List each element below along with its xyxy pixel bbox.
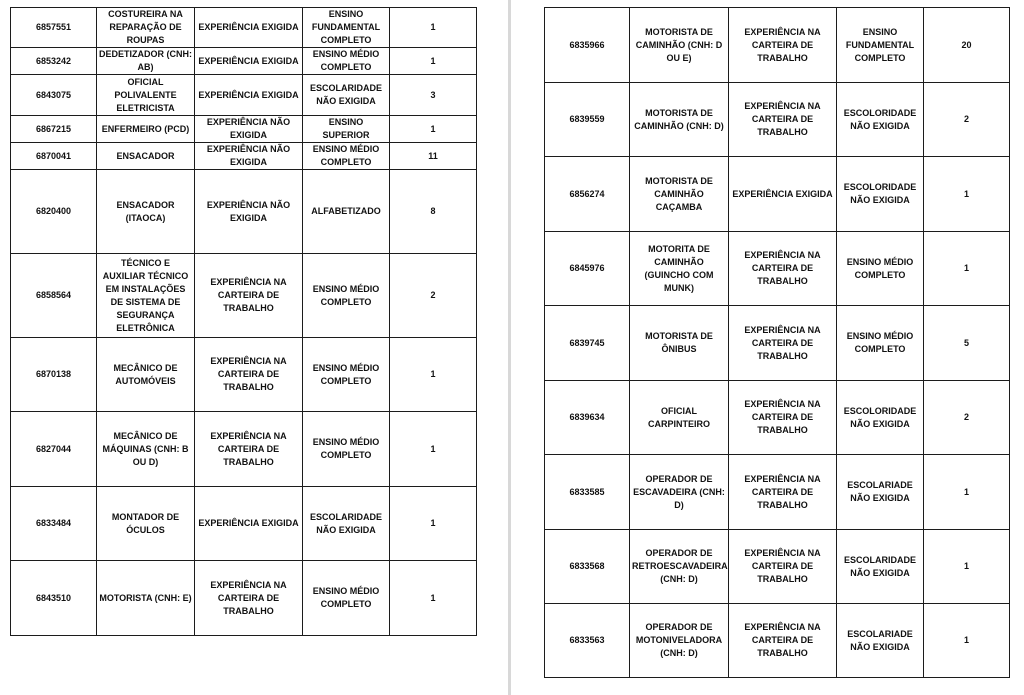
education-requirement: ESCOLARIADE NÃO EXIGIDA — [837, 604, 924, 678]
education-requirement: ESCOLORIDADE NÃO EXIGIDA — [837, 381, 924, 455]
table-row — [11, 8, 477, 48]
job-code: 6845976 — [545, 232, 630, 306]
education-requirement: ESCOLARIDADE NÃO EXIGIDA — [303, 75, 390, 116]
job-code: 6833563 — [545, 604, 630, 678]
experience-requirement: EXPERIÊNCIA NA CARTEIRA DE TRABALHO — [195, 338, 303, 412]
experience-requirement: EXPERIÊNCIA NA CARTEIRA DE TRABALHO — [195, 412, 303, 487]
table-row — [11, 338, 477, 412]
vacancy-count: 1 — [924, 157, 1010, 232]
table-row — [11, 412, 477, 487]
job-title: MOTORITA DE CAMINHÃO (GUINCHO COM MUNK) — [630, 232, 729, 306]
table-row — [11, 487, 477, 561]
job-code: 6853242 — [11, 48, 97, 75]
vacancy-count: 1 — [390, 8, 477, 48]
experience-requirement: EXPERIÊNCIA EXIGIDA — [195, 8, 303, 48]
experience-requirement: EXPERIÊNCIA NÃO EXIGIDA — [195, 170, 303, 254]
job-code: 6827044 — [11, 412, 97, 487]
vacancy-count: 5 — [924, 306, 1010, 381]
education-requirement: ESCOLORIDADE NÃO EXIGIDA — [837, 83, 924, 157]
job-title: OPERADOR DE ESCAVADEIRA (CNH: D) — [630, 455, 729, 530]
job-title: COSTUREIRA NA REPARAÇÃO DE ROUPAS — [97, 8, 195, 48]
table-row — [545, 306, 1010, 381]
education-requirement: ESCOLARIDADE NÃO EXIGIDA — [303, 487, 390, 561]
experience-requirement: EXPERIÊNCIA NÃO EXIGIDA — [195, 116, 303, 143]
vacancy-count: 1 — [390, 116, 477, 143]
vacancy-count: 1 — [924, 604, 1010, 678]
page-left — [0, 0, 508, 695]
job-title: OFICIAL CARPINTEIRO — [630, 381, 729, 455]
job-code: 6870138 — [11, 338, 97, 412]
job-title: OPERADOR DE MOTONIVELADORA (CNH: D) — [630, 604, 729, 678]
education-requirement: ENSINO MÉDIO COMPLETO — [837, 306, 924, 381]
vacancy-count: 1 — [390, 338, 477, 412]
vacancy-count: 2 — [390, 254, 477, 338]
education-requirement: ESCOLORIDADE NÃO EXIGIDA — [837, 157, 924, 232]
table-row — [545, 455, 1010, 530]
job-title: OPERADOR DE RETROESCAVADEIRA (CNH: D) — [630, 530, 729, 604]
table-row — [11, 75, 477, 116]
table-row — [11, 254, 477, 338]
job-title: DEDETIZADOR (CNH: AB) — [97, 48, 195, 75]
table-row — [545, 604, 1010, 678]
job-title: ENSACADOR (ITAOCA) — [97, 170, 195, 254]
job-title: MECÂNICO DE MÁQUINAS (CNH: B OU D) — [97, 412, 195, 487]
job-table-left — [10, 7, 477, 636]
experience-requirement: EXPERIÊNCIA EXIGIDA — [195, 48, 303, 75]
education-requirement: ENSINO MÉDIO COMPLETO — [837, 232, 924, 306]
job-table-right — [544, 7, 1010, 678]
job-code: 6839745 — [545, 306, 630, 381]
vacancy-count: 1 — [924, 530, 1010, 604]
job-code: 6858564 — [11, 254, 97, 338]
vacancy-count: 3 — [390, 75, 477, 116]
education-requirement: ENSINO FUNDAMENTAL COMPLETO — [837, 8, 924, 83]
table-row — [545, 83, 1010, 157]
education-requirement: ENSINO MÉDIO COMPLETO — [303, 48, 390, 75]
experience-requirement: EXPERIÊNCIA NA CARTEIRA DE TRABALHO — [195, 561, 303, 636]
education-requirement: ESCOLARIADE NÃO EXIGIDA — [837, 455, 924, 530]
vacancy-count: 2 — [924, 83, 1010, 157]
vacancy-count: 1 — [390, 561, 477, 636]
vacancy-count: 2 — [924, 381, 1010, 455]
experience-requirement: EXPERIÊNCIA NA CARTEIRA DE TRABALHO — [729, 232, 837, 306]
table-row — [545, 530, 1010, 604]
education-requirement: ENSINO MÉDIO COMPLETO — [303, 338, 390, 412]
vacancy-count: 1 — [390, 487, 477, 561]
education-requirement: ENSINO MÉDIO COMPLETO — [303, 412, 390, 487]
job-code: 6843510 — [11, 561, 97, 636]
vacancy-count: 1 — [390, 412, 477, 487]
job-code: 6839559 — [545, 83, 630, 157]
experience-requirement: EXPERIÊNCIA NA CARTEIRA DE TRABALHO — [195, 254, 303, 338]
experience-requirement: EXPERIÊNCIA NA CARTEIRA DE TRABALHO — [729, 381, 837, 455]
job-title: MONTADOR DE ÓCULOS — [97, 487, 195, 561]
job-code: 6833585 — [545, 455, 630, 530]
table-row — [11, 48, 477, 75]
job-title: MOTORISTA DE CAMINHÃO (CNH: D OU E) — [630, 8, 729, 83]
education-requirement: ENSINO MÉDIO COMPLETO — [303, 143, 390, 170]
experience-requirement: EXPERIÊNCIA NA CARTEIRA DE TRABALHO — [729, 530, 837, 604]
experience-requirement: EXPERIÊNCIA NA CARTEIRA DE TRABALHO — [729, 455, 837, 530]
job-code: 6857551 — [11, 8, 97, 48]
table-row — [11, 561, 477, 636]
job-code: 6833484 — [11, 487, 97, 561]
page-right — [511, 0, 1024, 695]
table-row — [545, 8, 1010, 83]
job-code: 6856274 — [545, 157, 630, 232]
job-code: 6820400 — [11, 170, 97, 254]
table-row — [545, 157, 1010, 232]
job-title: ENFERMEIRO (PCD) — [97, 116, 195, 143]
table-row — [545, 232, 1010, 306]
job-code: 6867215 — [11, 116, 97, 143]
vacancy-count: 11 — [390, 143, 477, 170]
table-row — [11, 170, 477, 254]
education-requirement: ENSINO SUPERIOR — [303, 116, 390, 143]
job-title: ENSACADOR — [97, 143, 195, 170]
job-title: TÉCNICO E AUXILIAR TÉCNICO EM INSTALAÇÕES DE SISTEMA DE SEGURANÇA ELETRÔNICA — [97, 254, 195, 338]
job-title: OFICIAL POLIVALENTE ELETRICISTA — [97, 75, 195, 116]
experience-requirement: EXPERIÊNCIA NA CARTEIRA DE TRABALHO — [729, 8, 837, 83]
experience-requirement: EXPERIÊNCIA NA CARTEIRA DE TRABALHO — [729, 83, 837, 157]
job-title: MOTORISTA DE CAMINHÃO (CNH: D) — [630, 83, 729, 157]
education-requirement: ENSINO MÉDIO COMPLETO — [303, 254, 390, 338]
table-row — [11, 116, 477, 143]
vacancy-count: 1 — [390, 48, 477, 75]
job-title: MOTORISTA DE CAMINHÃO CAÇAMBA — [630, 157, 729, 232]
experience-requirement: EXPERIÊNCIA NA CARTEIRA DE TRABALHO — [729, 604, 837, 678]
job-code: 6870041 — [11, 143, 97, 170]
experience-requirement: EXPERIÊNCIA NA CARTEIRA DE TRABALHO — [729, 306, 837, 381]
table-row — [11, 143, 477, 170]
education-requirement: ENSINO FUNDAMENTAL COMPLETO — [303, 8, 390, 48]
job-title: MECÂNICO DE AUTOMÓVEIS — [97, 338, 195, 412]
job-code: 6843075 — [11, 75, 97, 116]
experience-requirement: EXPERIÊNCIA EXIGIDA — [729, 157, 837, 232]
job-code: 6839634 — [545, 381, 630, 455]
job-title: MOTORISTA (CNH: E) — [97, 561, 195, 636]
vacancy-count: 1 — [924, 232, 1010, 306]
education-requirement: ESCOLARIDADE NÃO EXIGIDA — [837, 530, 924, 604]
vacancy-count: 20 — [924, 8, 1010, 83]
experience-requirement: EXPERIÊNCIA EXIGIDA — [195, 75, 303, 116]
education-requirement: ENSINO MÉDIO COMPLETO — [303, 561, 390, 636]
table-row — [545, 381, 1010, 455]
vacancy-count: 8 — [390, 170, 477, 254]
job-code: 6835966 — [545, 8, 630, 83]
vacancy-count: 1 — [924, 455, 1010, 530]
job-title: MOTORISTA DE ÔNIBUS — [630, 306, 729, 381]
job-code: 6833568 — [545, 530, 630, 604]
education-requirement: ALFABETIZADO — [303, 170, 390, 254]
experience-requirement: EXPERIÊNCIA NÃO EXIGIDA — [195, 143, 303, 170]
experience-requirement: EXPERIÊNCIA EXIGIDA — [195, 487, 303, 561]
